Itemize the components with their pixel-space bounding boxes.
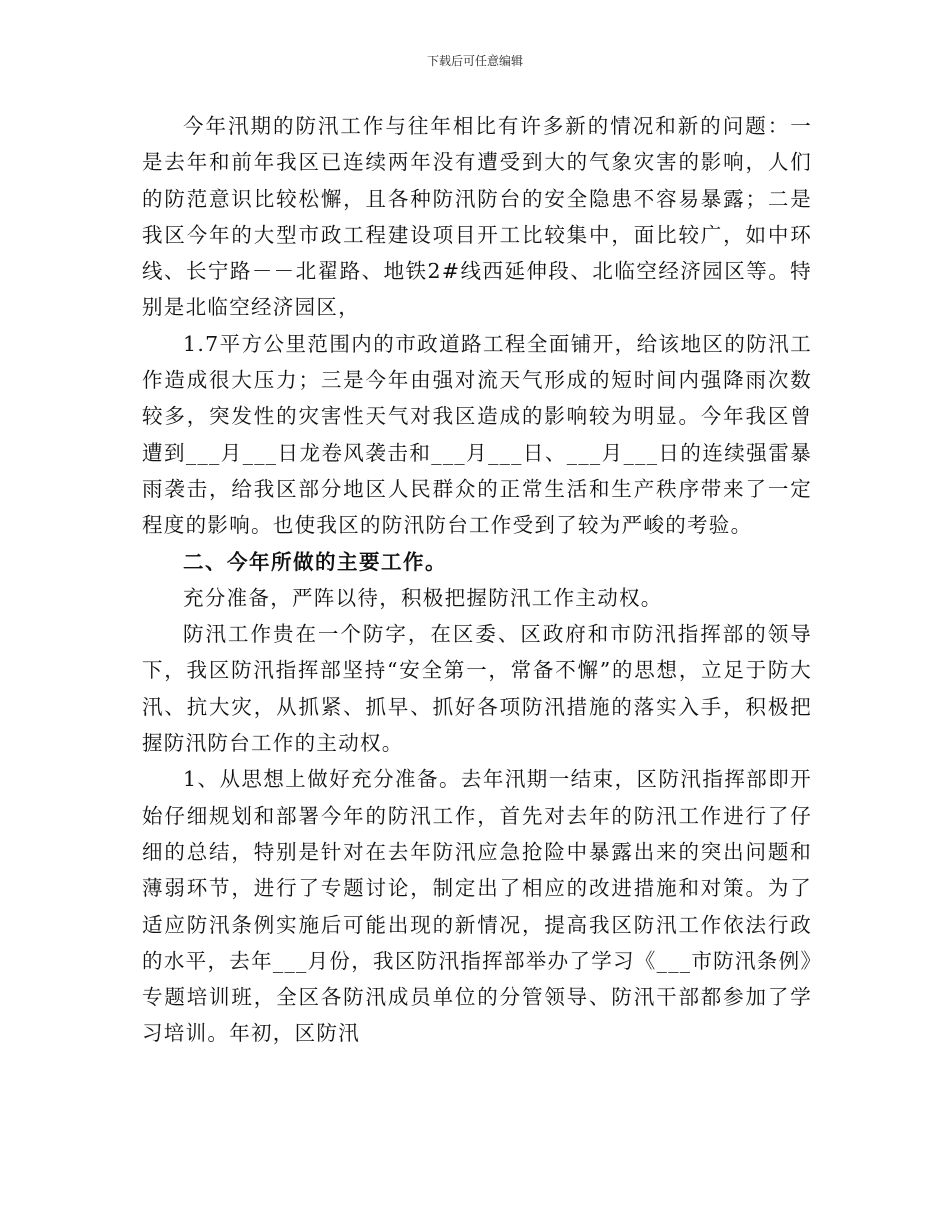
paragraph-flood-situation: 今年汛期的防汛工作与往年相比有许多新的情况和新的问题：一是去年和前年我区已连续两年没有遭受到大的气象灾害的影响，人们的防范意识比较松懈，且各种防汛防台的安全隐患不容易暴露；二是我区今年的大型市政工程建设项目开工比较集中，面比较广，如中环线、长宁路－－北翟路、地铁2#线西延伸段、北临空经济园区等。特别是北临空经济园区， — [142, 114, 812, 320]
page-header: 下载后可任意编辑 — [426, 54, 523, 68]
paragraph-ideological-preparation: 1、从思想上做好充分准备。去年汛期一结束，区防汛指挥部即开始仔细规划和部署今年的防汛工作，首先对去年的防汛工作进行了仔细的总结，特别是针对在去年防汛应急抢险中暴露出来的突出问题和薄弱环节，进行了专题讨论，制定出了相应的改进措施和对策。为了适应防汛条例实施后可能出现的新情况，提高我区防汛工作依法行政的水平，去年___月份，我区防汛指挥部举办了学习《___市防汛条例》专题培训班，全区各防汛成员单位的分管领导、防汛干部都参加了学习培训。年初，区防汛 — [142, 767, 812, 1046]
document-body — [142, 108, 812, 1052]
paragraph-prevention-principle: 防汛工作贵在一个防字，在区委、区政府和市防汛指挥部的领导下，我区防汛指挥部坚持“安全第一，常备不懈”的思想，立足于防大汛、抗大灾，从抓紧、抓早、抓好各项防汛措施的落实入手，积极把握防汛防台工作的主动权。 — [142, 622, 812, 756]
section-heading-main-work: 二、今年所做的主要工作。 — [183, 549, 447, 574]
paragraph-preparation-summary: 充分准备，严阵以待，积极把握防汛工作主动权。 — [183, 585, 663, 610]
paragraph-pressure-and-storms: 1.7平方公里范围内的市政道路工程全面铺开，给该地区的防汛工作造成很大压力；三是今年由强对流天气形成的短时间内强降雨次数较多，突发性的灾害性天气对我区造成的影响较为明显。今年我区曾遭到___月___日龙卷风袭击和___月___日、___月___日的连续强雷暴雨袭击，给我区部分地区人民群众的正常生活和生产秩序带来了一定程度的影响。也使我区的防汛防台工作受到了较为严峻的考验。 — [142, 331, 812, 538]
